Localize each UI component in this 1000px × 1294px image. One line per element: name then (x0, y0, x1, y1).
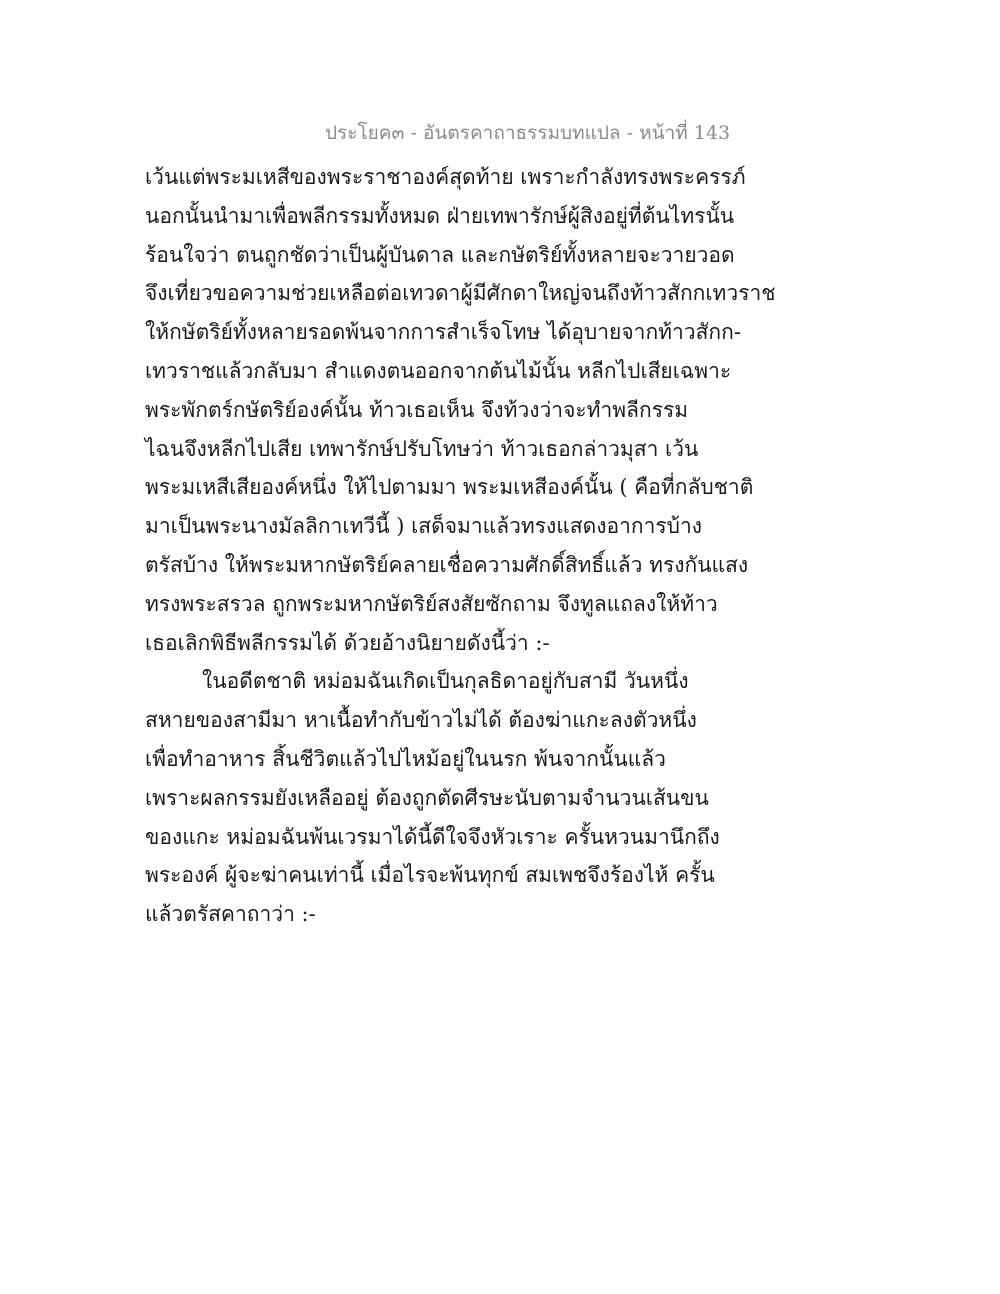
text-line: มาเป็นพระนางมัลลิกาเทวีนี้ ) เสด็จมาแล้วทรงแสดงอาการบ้าง (145, 514, 703, 539)
text-line: พระพักตร์กษัตริย์องค์นั้น ท้าวเธอเห็น จึงท้วงว่าจะทำพลีกรรม (145, 397, 689, 422)
text-line: แล้วตรัสคาถาว่า :- (145, 902, 316, 927)
text-line: จึงเที่ยวขอความช่วยเหลือต่อเทวดาผู้มีศักดาใหญ่จนถึงท้าวสักกเทวราช (145, 281, 776, 306)
text-line: ตรัสบ้าง ให้พระมหากษัตริย์คลายเชื่อความศักดิ์สิทธิ์แล้ว ทรงกันแสง (145, 552, 749, 577)
text-line: ร้อนใจว่า ตนถูกชัดว่าเป็นผู้บันดาล และกษัตริย์ทั้งหลายจะวายวอด (145, 242, 735, 267)
text-line: พระองค์ ผู้จะฆ่าคนเท่านี้ เมื่อไรจะพ้นทุกข์ สมเพชจึงร้องไห้ ครั้น (145, 863, 715, 888)
text-line: นอกนั้นนำมาเพื่อพลีกรรมทั้งหมด ฝ่ายเทพารักษ์ผู้สิงอยู่ที่ต้นไทรนั้น (145, 203, 735, 228)
text-line: พระมเหสีเสียองค์หนึ่ง ให้ไปตามมา พระมเหสีองค์นั้น ( คือที่กลับชาติ (145, 475, 754, 500)
text-line: ของแกะ หม่อมฉันพ้นเวรมาได้นี้ดีใจจึงหัวเราะ ครั้นหวนมานึกถึง (145, 824, 720, 849)
text-line: เทวราชแล้วกลับมา สำแดงตนออกจากต้นไม้นั้น หลีกไปเสียเฉพาะ (145, 358, 732, 383)
text-line: ไฉนจึงหลีกไปเสีย เทพารักษ์ปรับโทษว่า ท้าวเธอกล่าวมุสา เว้น (145, 436, 699, 461)
paragraph-start-line: ในอดีตชาติ หม่อมฉันเกิดเป็นกุลธิดาอยู่กับสามี วันหนึ่ง (202, 669, 689, 694)
text-line: เว้นแต่พระมเหสีของพระราชาองค์สุดท้าย เพราะกำลังทรงพระครรภ์ (145, 165, 746, 189)
text-line: ทรงพระสรวล ถูกพระมหากษัตริย์สงสัยซักถาม จึงทูลแถลงให้ท้าว (145, 591, 718, 616)
text-line: สหายของสามีมา หาเนื้อทำกับข้าวไม่ได้ ต้องฆ่าแกะลงตัวหนึ่ง (145, 708, 697, 733)
body-text (145, 158, 776, 934)
text-line: เธอเลิกพิธีพลีกรรมได้ ด้วยอ้างนิยายดังนี้ว่า :- (145, 630, 550, 655)
running-header: ประโยค๓ - อันตรคาถาธรรมบทแปล - หน้าที่ 143 (325, 122, 731, 144)
text-line: ให้กษัตริย์ทั้งหลายรอดพ้นจากการสำเร็จโทษ ได้อุบายจากท้าวสักก- (145, 320, 741, 345)
text-line: เพื่อทำอาหาร สิ้นชีวิตแล้วไปไหม้อยู่ในนรก พ้นจากนั้นแล้ว (145, 746, 666, 771)
text-line: เพราะผลกรรมยังเหลืออยู่ ต้องถูกตัดศีรษะนับตามจำนวนเส้นขน (145, 785, 709, 810)
